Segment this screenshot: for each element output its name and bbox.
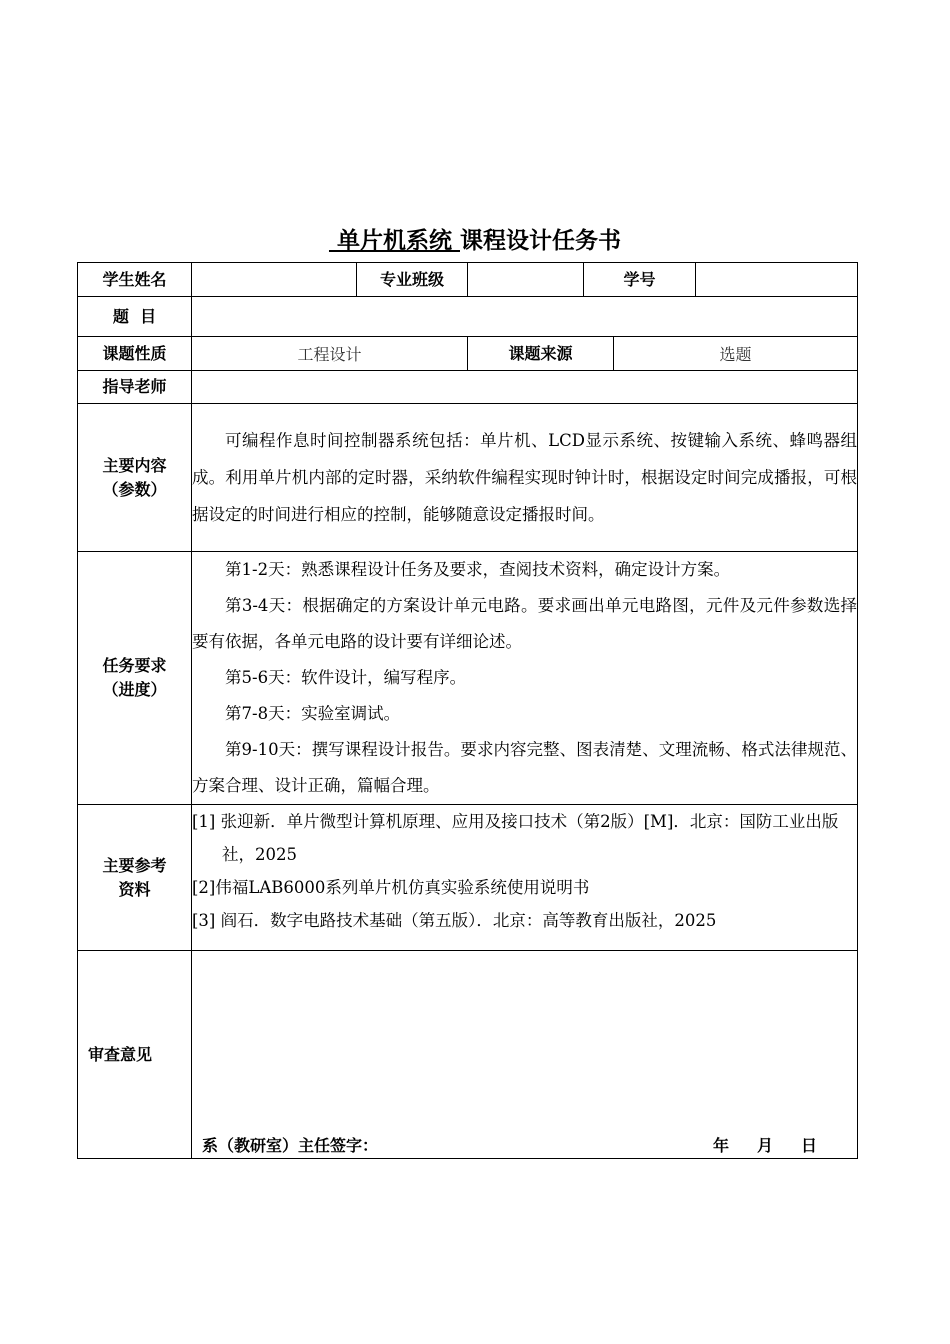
task-label-line2: （进度） [102, 680, 167, 699]
student-id-field[interactable] [696, 263, 858, 297]
date-month: 月 [757, 1136, 774, 1155]
row-student-info [78, 263, 858, 297]
date-year: 年 [712, 1136, 729, 1155]
major-class-label: 专业班级 [357, 263, 468, 297]
task-label-line1: 任务要求 [102, 656, 167, 675]
signature-label: 系（教研室）主任签字： [202, 1136, 379, 1155]
student-name-field[interactable] [192, 263, 357, 297]
major-class-field[interactable] [468, 263, 584, 297]
student-name-label: 学生姓名 [78, 263, 192, 297]
review-label: 审查意见 [78, 951, 192, 1159]
refs-label-line1: 主要参考 [102, 855, 167, 875]
topic-nature-value[interactable]: 工程设计 [192, 337, 468, 371]
signature-date [713, 1133, 817, 1156]
row-main-content [78, 404, 858, 552]
row-references [78, 805, 858, 951]
refs-cell [192, 805, 858, 951]
title-course-name: 单片机系统 [328, 228, 460, 254]
main-content-label [78, 404, 192, 552]
advisor-label: 指导老师 [78, 371, 192, 404]
document-title [0, 222, 950, 255]
date-day: 日 [801, 1136, 818, 1155]
title-suffix: 课程设计任务书 [460, 228, 621, 254]
topic-field[interactable] [192, 297, 858, 337]
task-item: 第3-4天：根据确定的方案设计单元电路。要求画出单元电路图，元件及元件参数选择要有依据，各单元电路的设计要有详细论述。 [192, 596, 858, 651]
task-items-cell [192, 552, 858, 805]
row-advisor [78, 371, 858, 404]
main-content-text-cell [192, 404, 858, 552]
task-item: 第1-2天：熟悉课程设计任务及要求，查阅技术资料，确定设计方案。 [225, 560, 731, 579]
row-task-requirements [78, 552, 858, 805]
refs-label-line2: 资料 [118, 879, 151, 899]
topic-source-value[interactable]: 选题 [614, 337, 858, 371]
row-topic-nature [78, 337, 858, 371]
topic-label: 题 目 [78, 297, 192, 337]
task-item: 第9-10天：撰写课程设计报告。要求内容完整、图表清楚、文理流畅、格式法律规范、方案合理、设计正确，篇幅合理。 [192, 740, 858, 795]
topic-nature-label: 课题性质 [78, 337, 192, 371]
reference-item: [1] 张迎新．单片微型计算机原理、应用及接口技术（第2版）[M]．北京：国防工业出版社，2025 [192, 812, 839, 864]
row-topic [78, 297, 858, 337]
reference-item: [2]伟福LAB6000系列单片机仿真实验系统使用说明书 [192, 878, 590, 897]
advisor-field[interactable] [192, 371, 858, 404]
review-cell[interactable] [192, 951, 858, 1159]
task-item: 第5-6天：软件设计，编写程序。 [225, 668, 467, 687]
student-id-label: 学号 [584, 263, 696, 297]
topic-source-label: 课题来源 [468, 337, 614, 371]
refs-label [78, 805, 192, 951]
reference-item: [3] 阎石．数字电路技术基础（第五版）．北京：高等教育出版社，2025 [192, 911, 717, 930]
row-review [78, 951, 858, 1159]
task-item: 第7-8天：实验室调试。 [225, 704, 401, 723]
main-content-label-line1: 主要内容 [102, 455, 167, 475]
main-content-text: 可编程作息时间控制器系统包括：单片机、LCD显示系统、按键输入系统、蜂鸣器组成。利用单片机内部的定时器，采纳软件编程实现时钟计时，根据设定时间完成播报，可根据设定的时间进行相应的控制，能够随意设定播报时间。 [192, 431, 858, 524]
task-label [78, 552, 192, 805]
main-content-label-line2: （参数） [102, 479, 167, 499]
task-form-table [77, 262, 858, 1159]
